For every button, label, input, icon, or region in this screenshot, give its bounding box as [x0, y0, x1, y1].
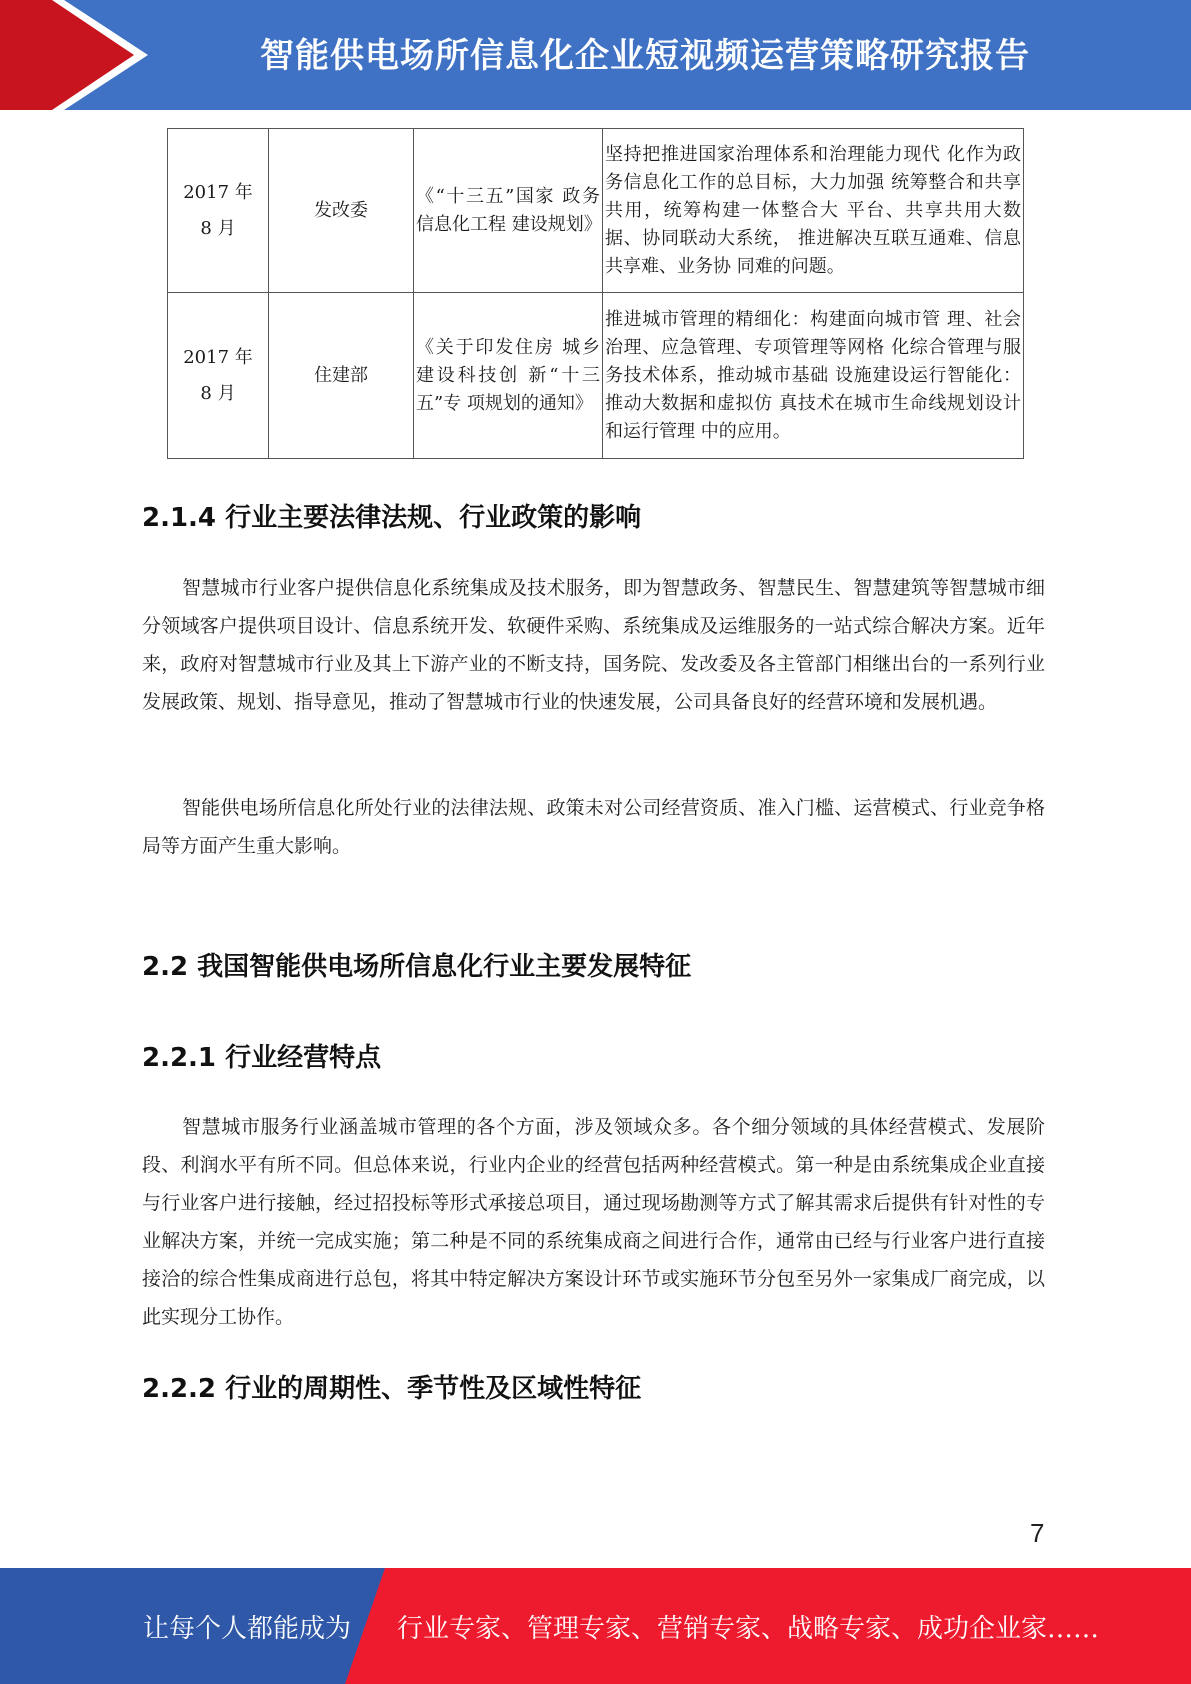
section-heading-2-2-2: 2.2.2 行业的周期性、季节性及区域性特征 [142, 1374, 642, 1404]
table-row [168, 293, 1024, 459]
paragraph-business-model: 智慧城市服务行业涵盖城市管理的各个方面，涉及领域众多。各个细分领域的具体经营模式、发展阶段、利润水平有所不同。但总体来说，行业内企业的经营包括两种经营模式。第一种是由系统集成企业直接与行业客户进行接触，经过招投标等形式承接总项目，通过现场勘测等方式了解其需求后提供有针对性的专业解决方案，并统一完成实施；第二种是不同的系统集成商之间进行合作，通常由已经与行业客户进行直接接洽的综合性集成商进行总包，将其中特定解决方案设计环节或实施环节分包至另外一家集成厂商完成，以此实现分工协作。 [142, 1116, 1045, 1328]
date-cell [168, 129, 269, 293]
section-heading-2-2-1: 2.2.1 行业经营特点 [142, 1043, 382, 1073]
description-cell: 坚持把推进国家治理体系和治理能力现代 化作为政务信息化工作的总目标，大力加强 统筹整合和共享共用，统筹构建一体整合大 平台、共享共用大数据、协同联动大系统， 推进解决互联互通难、信息共享难、业务协 同难的问题。 [603, 129, 1024, 293]
paragraph-policy-support: 智慧城市行业客户提供信息化系统集成及技术服务，即为智慧政务、智慧民生、智慧建筑等智慧城市细分领域客户提供项目设计、信息系统开发、软硬件采购、系统集成及运维服务的一站式综合解决方案。近年来，政府对智慧城市行业及其上下游产业的不断支持，国务院、发改委及各主管部门相继出台的一系列行业发展政策、规划、指导意见，推动了智慧城市行业的快速发展，公司具备良好的经营环境和发展机遇。 [142, 577, 1045, 713]
department-cell: 发改委 [269, 129, 414, 293]
report-title: 智能供电场所信息化企业短视频运营策略研究报告 [260, 36, 1030, 76]
section-heading-2-2: 2.2 我国智能供电场所信息化行业主要发展特征 [142, 952, 692, 982]
section-heading-2-1-4: 2.1.4 行业主要法律法规、行业政策的影响 [142, 503, 642, 533]
description-cell: 推进城市管理的精细化：构建面向城市管 理、社会治理、应急管理、专项管理等网格 化综合管理与服务技术体系，推动城市基础 设施建设运行智能化：推动大数据和虚拟仿 真技术在城市生命线规划设计和运行管理 中的应用。 [603, 293, 1024, 459]
date-month: 8 月 [200, 217, 236, 239]
policy-table [167, 128, 1024, 459]
footer-slogan-right: 行业专家、管理专家、营销专家、战略专家、成功企业家…… [397, 1614, 1100, 1644]
date-month: 8 月 [200, 382, 236, 404]
page-header [0, 0, 1191, 110]
date-year: 2017 年 [183, 346, 253, 368]
page-number: 7 [1030, 1518, 1045, 1548]
department-cell: 住建部 [269, 293, 414, 459]
document-cell: 《“十三五”国家 政务信息化工程 建设规划》 [414, 129, 603, 293]
document-cell: 《关于印发住房 城乡建设科技创 新“十三五”专 项规划的通知》 [414, 293, 603, 459]
table-row [168, 129, 1024, 293]
paragraph-law-impact: 智能供电场所信息化所处行业的法律法规、政策未对公司经营资质、准入门槛、运营模式、行业竞争格局等方面产生重大影响。 [142, 797, 1045, 857]
footer-slogan-left: 让每个人都能成为 [143, 1614, 352, 1644]
date-cell [168, 293, 269, 459]
page-footer [0, 1568, 1191, 1684]
date-year: 2017 年 [183, 181, 253, 203]
